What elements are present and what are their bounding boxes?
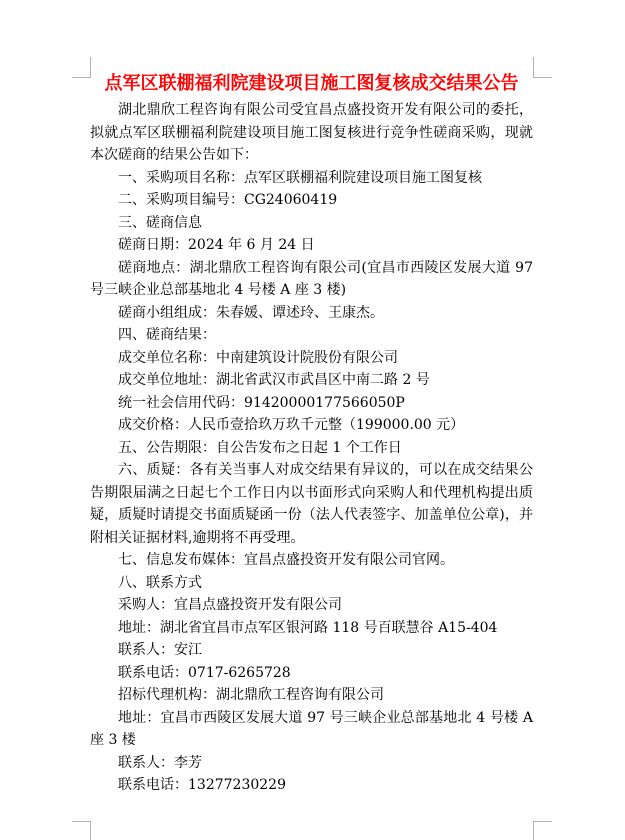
- paragraph-winner-address: 成交单位地址：湖北省武汉市武昌区中南二路 2 号: [118, 372, 430, 388]
- paragraph-negotiation-panel: 磋商小组组成：朱春媛、谭述玲、王康杰。: [118, 304, 384, 321]
- text-boundary-mark-top-left: [72, 57, 91, 78]
- text-boundary-mark-bottom-left: [72, 821, 91, 840]
- paragraph-announcement-period: 五、公告期限：自公告发布之日起 1 个工作日: [118, 439, 402, 456]
- paragraph-intro: 湖北鼎欣工程咨询有限公司受宜昌点盛投资开发有限公司的委托，拟就点军区联棚福利院建设项目施工图复核进行竞争性磋商采购，现就本次磋商的结果公告如下：: [90, 102, 533, 163]
- paragraph-credit-code: 统一社会信用代码：91420000177566050P: [118, 394, 405, 411]
- paragraph-result-heading: 四、磋商结果：: [118, 327, 216, 343]
- paragraph-purchaser-address: 地址：湖北省宜昌市点军区银河路 118 号百联慧谷 A15-404: [118, 619, 498, 636]
- document-title: 点军区联棚福利院建设项目施工图复核成交结果公告: [104, 73, 519, 94]
- paragraph-negotiation-date: 磋商日期：2024 年 6 月 24 日: [118, 237, 315, 253]
- paragraph-negotiation-place: 磋商地点：湖北鼎欣工程咨询有限公司(宜昌市西陵区发展大道 97 号三峡企业总部基地北 4 号楼 A 座 3 楼): [90, 259, 533, 298]
- paragraph-agency: 招标代理机构：湖北鼎欣工程咨询有限公司: [118, 687, 384, 703]
- text-boundary-mark-top-right: [533, 57, 552, 78]
- paragraph-objection: 六、质疑：各有关当事人对成交结果有异议的，可以在成交结果公告期限届满之日起七个工作日内以书面形式向采购人和代理机构提出质疑，质疑时请提交书面质疑函一份（法人代表签字、加盖单位公章)，并附相关证据材料,逾期将不再受理。: [90, 462, 533, 546]
- paragraph-agency-address: 地址：宜昌市西陵区发展大道 97 号三峡企业总部基地北 4 号楼 A 座 3 楼: [90, 709, 533, 748]
- paragraph-agency-phone: 联系电话：13277230229: [118, 777, 286, 793]
- paragraph-winner-name: 成交单位名称：中南建筑设计院股份有限公司: [118, 349, 398, 366]
- paragraph-publish-media: 七、信息发布媒体：宜昌点盛投资开发有限公司官网。: [118, 552, 454, 568]
- paragraph-purchaser-phone: 联系电话：0717-6265728: [118, 664, 291, 681]
- paragraph-project-number: 二、采购项目编号：CG24060419: [118, 192, 338, 208]
- paragraph-project-name: 一、采购项目名称：点军区联棚福利院建设项目施工图复核: [118, 169, 482, 186]
- paragraph-agency-contact: 联系人：李芳: [118, 754, 202, 771]
- paragraph-contact-heading: 八、联系方式: [118, 574, 202, 591]
- paragraph-deal-price: 成交价格：人民币壹拾玖万玖千元整（199000.00 元）: [118, 417, 465, 433]
- paragraph-purchaser-contact: 联系人：安江: [118, 642, 202, 658]
- paragraph-purchaser: 采购人：宜昌点盛投资开发有限公司: [118, 597, 342, 613]
- paragraph-negotiation-info: 三、磋商信息: [118, 214, 202, 231]
- text-boundary-mark-bottom-right: [533, 821, 552, 840]
- document-body: [90, 71, 533, 797]
